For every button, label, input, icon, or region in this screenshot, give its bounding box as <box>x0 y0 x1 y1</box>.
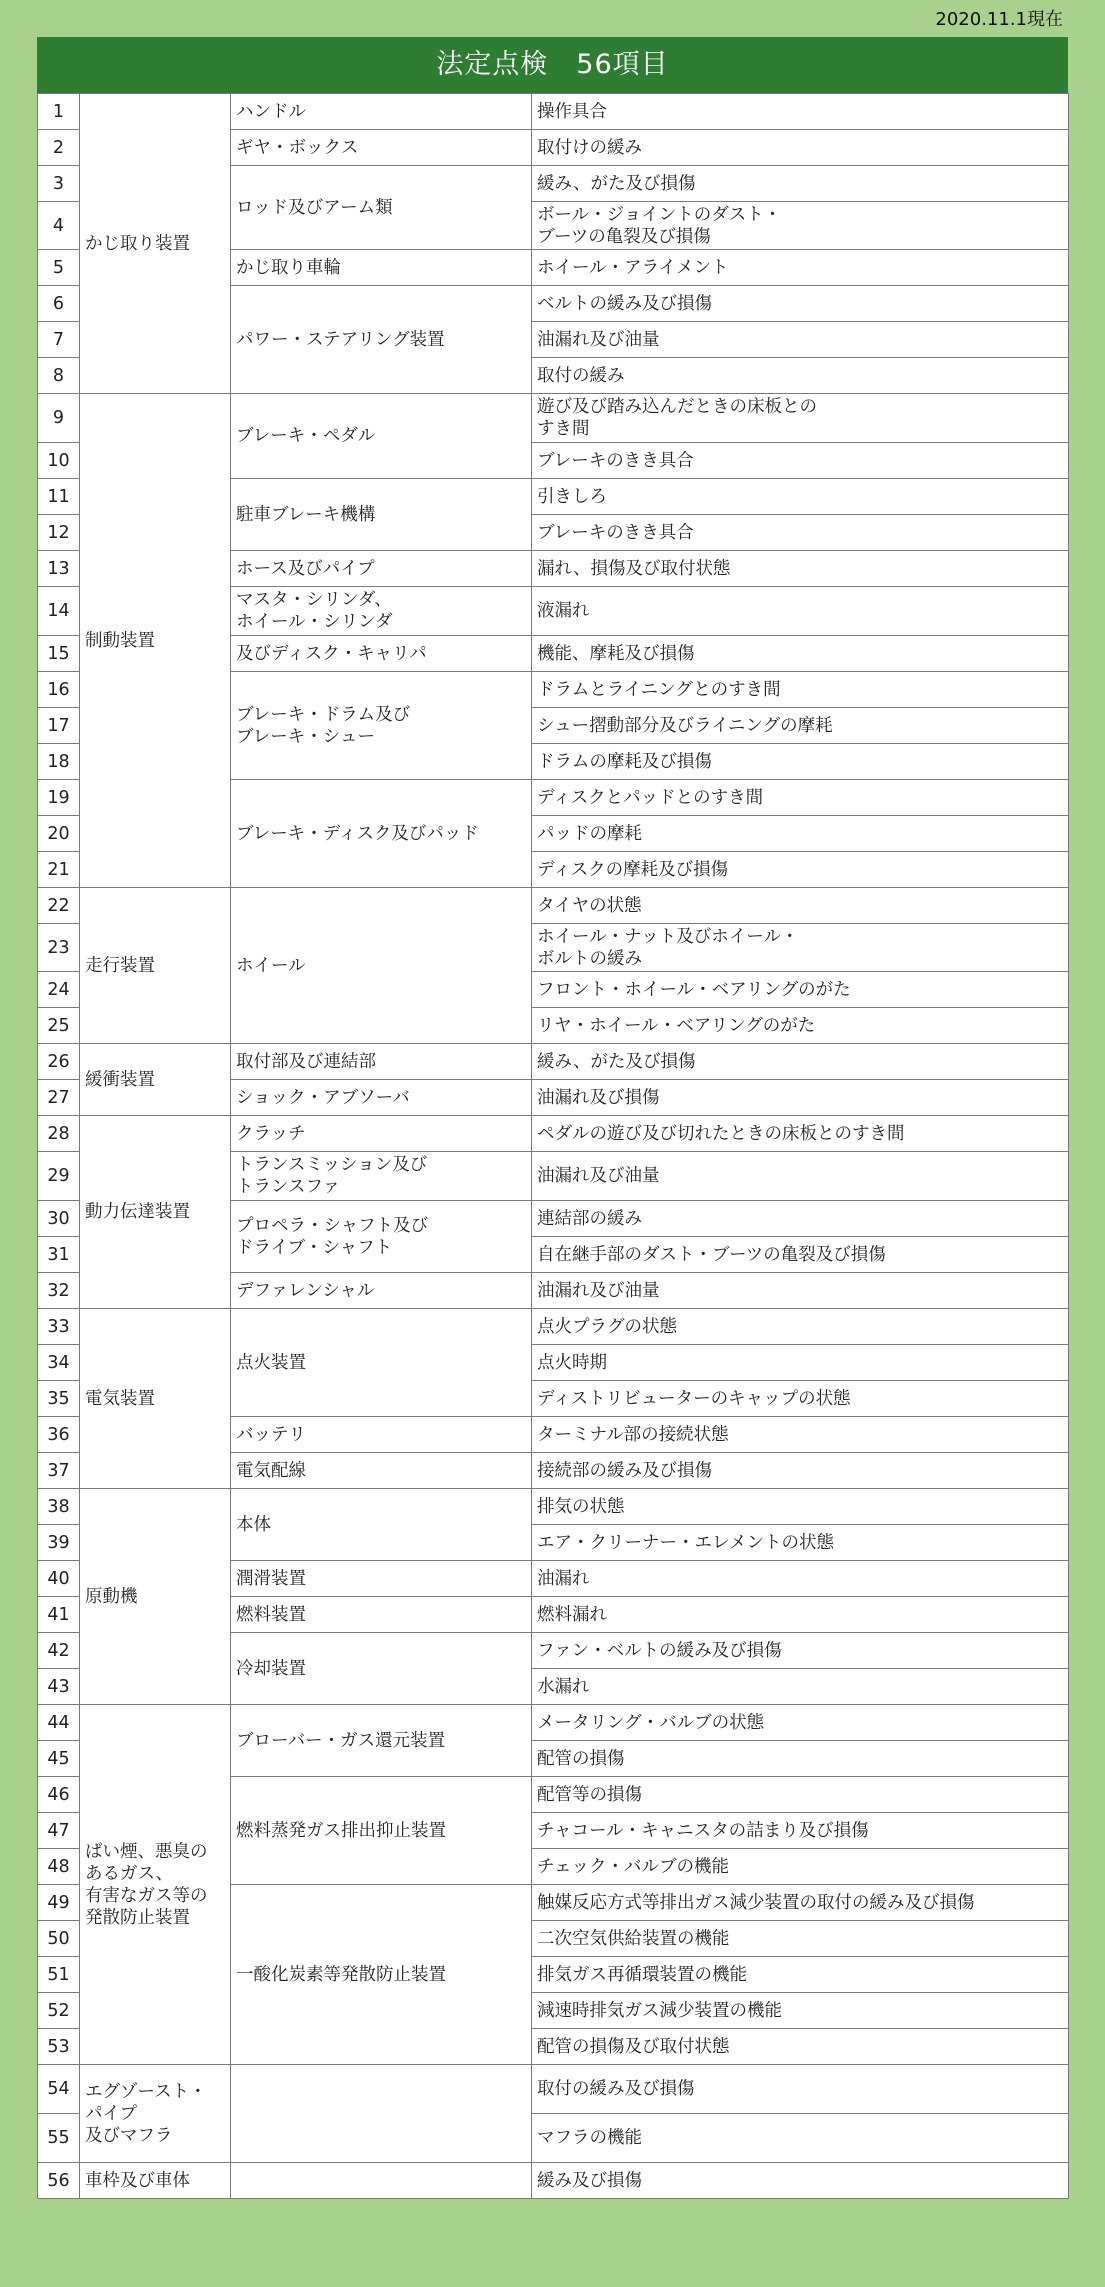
inspection-item: ディスクとパッドとのすき間 <box>532 780 1069 816</box>
item-number: 1 <box>38 94 80 130</box>
component-name: パワー・ステアリング装置 <box>231 286 532 394</box>
table-row <box>38 394 1069 443</box>
component-name: ハンドル <box>231 94 532 130</box>
item-number: 55 <box>38 2114 80 2163</box>
inspection-item: 漏れ、損傷及び取付状態 <box>532 551 1069 587</box>
inspection-table-card <box>37 37 1068 2199</box>
inspection-item: チェック・バルブの機能 <box>532 1849 1069 1885</box>
inspection-item: 燃料漏れ <box>532 1597 1069 1633</box>
inspection-item: ドラムの摩耗及び損傷 <box>532 744 1069 780</box>
system-category: 動力伝達装置 <box>80 1116 231 1309</box>
system-category: 緩衝装置 <box>80 1044 231 1116</box>
inspection-item: タイヤの状態 <box>532 888 1069 924</box>
inspection-item: 操作具合 <box>532 94 1069 130</box>
inspection-item: 遊び及び踏み込んだときの床板との すき間 <box>532 394 1069 443</box>
inspection-item: 接続部の緩み及び損傷 <box>532 1453 1069 1489</box>
inspection-item: 緩み及び損傷 <box>532 2163 1069 2199</box>
component-name: ショック・アブソーバ <box>231 1080 532 1116</box>
inspection-item: フロント・ホイール・ベアリングのがた <box>532 972 1069 1008</box>
inspection-item: 連結部の緩み <box>532 1201 1069 1237</box>
item-number: 54 <box>38 2065 80 2114</box>
component-name: ブレーキ・ドラム及び ブレーキ・シュー <box>231 672 532 780</box>
item-number: 37 <box>38 1453 80 1489</box>
item-number: 16 <box>38 672 80 708</box>
inspection-item: 取付けの緩み <box>532 130 1069 166</box>
component-name: 燃料装置 <box>231 1597 532 1633</box>
inspection-item: ペダルの遊び及び切れたときの床板とのすき間 <box>532 1116 1069 1152</box>
inspection-item: 油漏れ及び損傷 <box>532 1080 1069 1116</box>
item-number: 24 <box>38 972 80 1008</box>
inspection-table-body <box>38 94 1069 2199</box>
table-row <box>38 1705 1069 1741</box>
item-number: 56 <box>38 2163 80 2199</box>
table-row <box>38 888 1069 924</box>
system-category: ばい煙、悪臭の あるガス、 有害なガス等の 発散防止装置 <box>80 1705 231 2065</box>
item-number: 18 <box>38 744 80 780</box>
item-number: 21 <box>38 852 80 888</box>
table-row <box>38 1309 1069 1345</box>
component-name: 駐車ブレーキ機構 <box>231 479 532 551</box>
table-title: 法定点検 56項目 <box>37 37 1068 93</box>
item-number: 5 <box>38 250 80 286</box>
inspection-item: 配管の損傷 <box>532 1741 1069 1777</box>
component-name: デファレンシャル <box>231 1273 532 1309</box>
inspection-item: 油漏れ及び油量 <box>532 1152 1069 1201</box>
item-number: 3 <box>38 166 80 202</box>
inspection-item: 取付の緩み及び損傷 <box>532 2065 1069 2114</box>
component-name: マスタ・シリンダ、 ホイール・シリンダ <box>231 587 532 636</box>
inspection-item: ドラムとライニングとのすき間 <box>532 672 1069 708</box>
item-number: 42 <box>38 1633 80 1669</box>
inspection-item: 引きしろ <box>532 479 1069 515</box>
component-name: トランスミッション及び トランスファ <box>231 1152 532 1201</box>
item-number: 52 <box>38 1993 80 2029</box>
table-row <box>38 2163 1069 2199</box>
inspection-item: マフラの機能 <box>532 2114 1069 2163</box>
inspection-item: リヤ・ホイール・ベアリングのがた <box>532 1008 1069 1044</box>
inspection-item: 触媒反応方式等排出ガス減少装置の取付の緩み及び損傷 <box>532 1885 1069 1921</box>
item-number: 7 <box>38 322 80 358</box>
inspection-item: 点火プラグの状態 <box>532 1309 1069 1345</box>
system-category: 原動機 <box>80 1489 231 1705</box>
component-name: 一酸化炭素等発散防止装置 <box>231 1885 532 2065</box>
component-name: プロペラ・シャフト及び ドライブ・シャフト <box>231 1201 532 1273</box>
item-number: 46 <box>38 1777 80 1813</box>
system-category: 走行装置 <box>80 888 231 1044</box>
inspection-item: シュー摺動部分及びライニングの摩耗 <box>532 708 1069 744</box>
component-name: 点火装置 <box>231 1309 532 1417</box>
inspection-item: ディスクの摩耗及び損傷 <box>532 852 1069 888</box>
item-number: 26 <box>38 1044 80 1080</box>
component-name: バッテリ <box>231 1417 532 1453</box>
item-number: 19 <box>38 780 80 816</box>
table-row <box>38 2065 1069 2114</box>
inspection-item: 緩み、がた及び損傷 <box>532 166 1069 202</box>
component-name: ブレーキ・ディスク及びパッド <box>231 780 532 888</box>
inspection-item: エア・クリーナー・エレメントの状態 <box>532 1525 1069 1561</box>
component-name: ブレーキ・ペダル <box>231 394 532 479</box>
item-number: 48 <box>38 1849 80 1885</box>
inspection-item: 緩み、がた及び損傷 <box>532 1044 1069 1080</box>
inspection-item: 油漏れ <box>532 1561 1069 1597</box>
inspection-item: ブレーキのきき具合 <box>532 515 1069 551</box>
item-number: 4 <box>38 202 80 250</box>
inspection-item: パッドの摩耗 <box>532 816 1069 852</box>
inspection-item: 排気ガス再循環装置の機能 <box>532 1957 1069 1993</box>
inspection-item: ホイール・ナット及びホイール・ ボルトの緩み <box>532 924 1069 972</box>
item-number: 53 <box>38 2029 80 2065</box>
item-number: 41 <box>38 1597 80 1633</box>
table-row <box>38 94 1069 130</box>
inspection-item: 液漏れ <box>532 587 1069 636</box>
item-number: 49 <box>38 1885 80 1921</box>
component-name: ロッド及びアーム類 <box>231 166 532 250</box>
component-name: 及びディスク・キャリパ <box>231 636 532 672</box>
item-number: 13 <box>38 551 80 587</box>
item-number: 39 <box>38 1525 80 1561</box>
inspection-item: 自在継手部のダスト・ブーツの亀裂及び損傷 <box>532 1237 1069 1273</box>
table-row <box>38 1489 1069 1525</box>
inspection-item: ブレーキのきき具合 <box>532 443 1069 479</box>
item-number: 30 <box>38 1201 80 1237</box>
component-name <box>231 2163 532 2199</box>
item-number: 40 <box>38 1561 80 1597</box>
inspection-item: 配管の損傷及び取付状態 <box>532 2029 1069 2065</box>
component-name: 本体 <box>231 1489 532 1561</box>
item-number: 8 <box>38 358 80 394</box>
inspection-item: 取付の緩み <box>532 358 1069 394</box>
item-number: 27 <box>38 1080 80 1116</box>
component-name: ホイール <box>231 888 532 1044</box>
inspection-item: ホイール・アライメント <box>532 250 1069 286</box>
inspection-item: 水漏れ <box>532 1669 1069 1705</box>
inspection-table <box>37 93 1069 2199</box>
inspection-item: ファン・ベルトの緩み及び損傷 <box>532 1633 1069 1669</box>
inspection-item: ベルトの緩み及び損傷 <box>532 286 1069 322</box>
inspection-item: 油漏れ及び油量 <box>532 322 1069 358</box>
item-number: 44 <box>38 1705 80 1741</box>
item-number: 22 <box>38 888 80 924</box>
inspection-item: 配管等の損傷 <box>532 1777 1069 1813</box>
component-name: 燃料蒸発ガス排出抑止装置 <box>231 1777 532 1885</box>
component-name: 潤滑装置 <box>231 1561 532 1597</box>
item-number: 12 <box>38 515 80 551</box>
item-number: 17 <box>38 708 80 744</box>
inspection-item: メータリング・バルブの状態 <box>532 1705 1069 1741</box>
inspection-item: ボール・ジョイントのダスト・ ブーツの亀裂及び損傷 <box>532 202 1069 250</box>
system-category: かじ取り装置 <box>80 94 231 394</box>
item-number: 11 <box>38 479 80 515</box>
item-number: 32 <box>38 1273 80 1309</box>
item-number: 51 <box>38 1957 80 1993</box>
item-number: 45 <box>38 1741 80 1777</box>
item-number: 23 <box>38 924 80 972</box>
inspection-item: 排気の状態 <box>532 1489 1069 1525</box>
inspection-item: 機能、摩耗及び損傷 <box>532 636 1069 672</box>
item-number: 25 <box>38 1008 80 1044</box>
component-name: ホース及びパイプ <box>231 551 532 587</box>
inspection-item: 点火時期 <box>532 1345 1069 1381</box>
item-number: 28 <box>38 1116 80 1152</box>
inspection-item: 減速時排気ガス減少装置の機能 <box>532 1993 1069 2029</box>
system-category: 車枠及び車体 <box>80 2163 231 2199</box>
component-name: ギヤ・ボックス <box>231 130 532 166</box>
as-of-date: 2020.11.1現在 <box>935 9 1063 30</box>
item-number: 14 <box>38 587 80 636</box>
component-name: 冷却装置 <box>231 1633 532 1705</box>
item-number: 6 <box>38 286 80 322</box>
system-category: 電気装置 <box>80 1309 231 1489</box>
inspection-item: ディストリビューターのキャップの状態 <box>532 1381 1069 1417</box>
system-category: 制動装置 <box>80 394 231 888</box>
component-name: ブローバー・ガス還元装置 <box>231 1705 532 1777</box>
component-name: クラッチ <box>231 1116 532 1152</box>
item-number: 35 <box>38 1381 80 1417</box>
table-row <box>38 1044 1069 1080</box>
inspection-item: チャコール・キャニスタの詰まり及び損傷 <box>532 1813 1069 1849</box>
component-name: 電気配線 <box>231 1453 532 1489</box>
item-number: 10 <box>38 443 80 479</box>
component-name: かじ取り車輪 <box>231 250 532 286</box>
item-number: 15 <box>38 636 80 672</box>
item-number: 38 <box>38 1489 80 1525</box>
item-number: 50 <box>38 1921 80 1957</box>
table-row <box>38 1116 1069 1152</box>
item-number: 43 <box>38 1669 80 1705</box>
item-number: 20 <box>38 816 80 852</box>
item-number: 33 <box>38 1309 80 1345</box>
item-number: 2 <box>38 130 80 166</box>
system-category: エグゾースト・ パイプ 及びマフラ <box>80 2065 231 2163</box>
inspection-item: 油漏れ及び油量 <box>532 1273 1069 1309</box>
inspection-item: ターミナル部の接続状態 <box>532 1417 1069 1453</box>
item-number: 29 <box>38 1152 80 1201</box>
item-number: 9 <box>38 394 80 443</box>
item-number: 36 <box>38 1417 80 1453</box>
item-number: 34 <box>38 1345 80 1381</box>
component-name: 取付部及び連結部 <box>231 1044 532 1080</box>
item-number: 47 <box>38 1813 80 1849</box>
component-name <box>231 2065 532 2163</box>
item-number: 31 <box>38 1237 80 1273</box>
inspection-item: 二次空気供給装置の機能 <box>532 1921 1069 1957</box>
